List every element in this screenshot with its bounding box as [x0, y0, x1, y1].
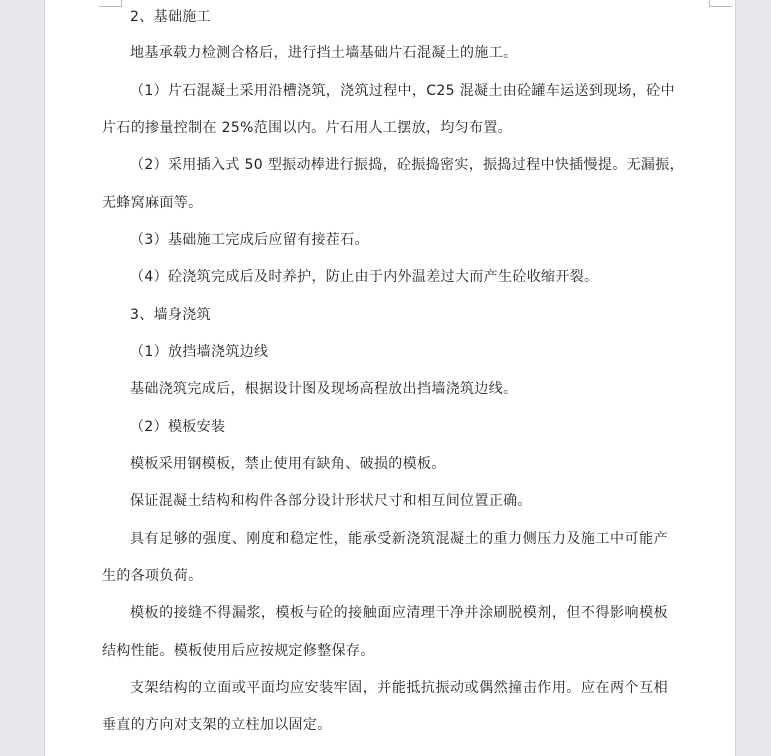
paragraph-line: 模板的接缝不得漏浆，模板与砼的接触面应清理干净并涂刷脱模剂，但不得影响模板 — [130, 605, 668, 621]
paragraph-line: 垂直的方向对支架的立柱加以固定。 — [102, 717, 332, 733]
paragraph-line: 具有足够的强度、刚度和稳定性，能承受新浇筑混凝土的重力侧压力及施工中可能产 — [130, 531, 668, 547]
section-heading: 2、基础施工 — [130, 9, 212, 25]
section-heading: 3、墙身浇筑 — [130, 307, 212, 323]
paragraph-line: 支架结构的立面或平面均应安装牢固，并能抵抗振动或偶然撞击作用。应在两个互相 — [130, 680, 668, 696]
subsection-heading: （2）模板安装 — [130, 419, 226, 435]
paragraph-line: （1）片石混凝土采用沿槽浇筑，浇筑过程中，C25 混凝土由砼罐车运送到现场，砼中 — [130, 83, 675, 99]
paragraph-line: 地基承载力检测合格后，进行挡土墙基础片石混凝土的施工。 — [130, 45, 518, 61]
paragraph-line: 基础浇筑完成后，根据设计图及现场高程放出挡墙浇筑边线。 — [130, 381, 518, 397]
paragraph-line: 生的各项负荷。 — [102, 568, 203, 584]
paragraph-line: （2）采用插入式 50 型振动棒进行振捣，砼振捣密实，振捣过程中快插慢提。无漏振， — [130, 157, 684, 173]
paragraph-line: 无蜂窝麻面等。 — [102, 195, 203, 211]
paragraph-line: （3）基础施工完成后应留有接茬石。 — [130, 232, 369, 248]
paragraph-line: 保证混凝土结构和构件各部分设计形状尺寸和相互间位置正确。 — [130, 493, 532, 509]
paragraph-line: 模板采用钢模板，禁止使用有缺角、破损的模板。 — [130, 456, 446, 472]
paragraph-line: 片石的掺量控制在 25%范围以内。片石用人工摆放，均匀布置。 — [102, 120, 513, 136]
paragraph-line: （4）砼浇筑完成后及时养护，防止由于内外温差过大而产生砼收缩开裂。 — [130, 269, 599, 285]
paragraph-line: 结构性能。模板使用后应按规定修整保存。 — [102, 643, 375, 659]
subsection-heading: （1）放挡墙浇筑边线 — [130, 344, 269, 360]
margin-corner-mark-right — [709, 0, 732, 7]
margin-corner-mark-left — [99, 0, 122, 7]
